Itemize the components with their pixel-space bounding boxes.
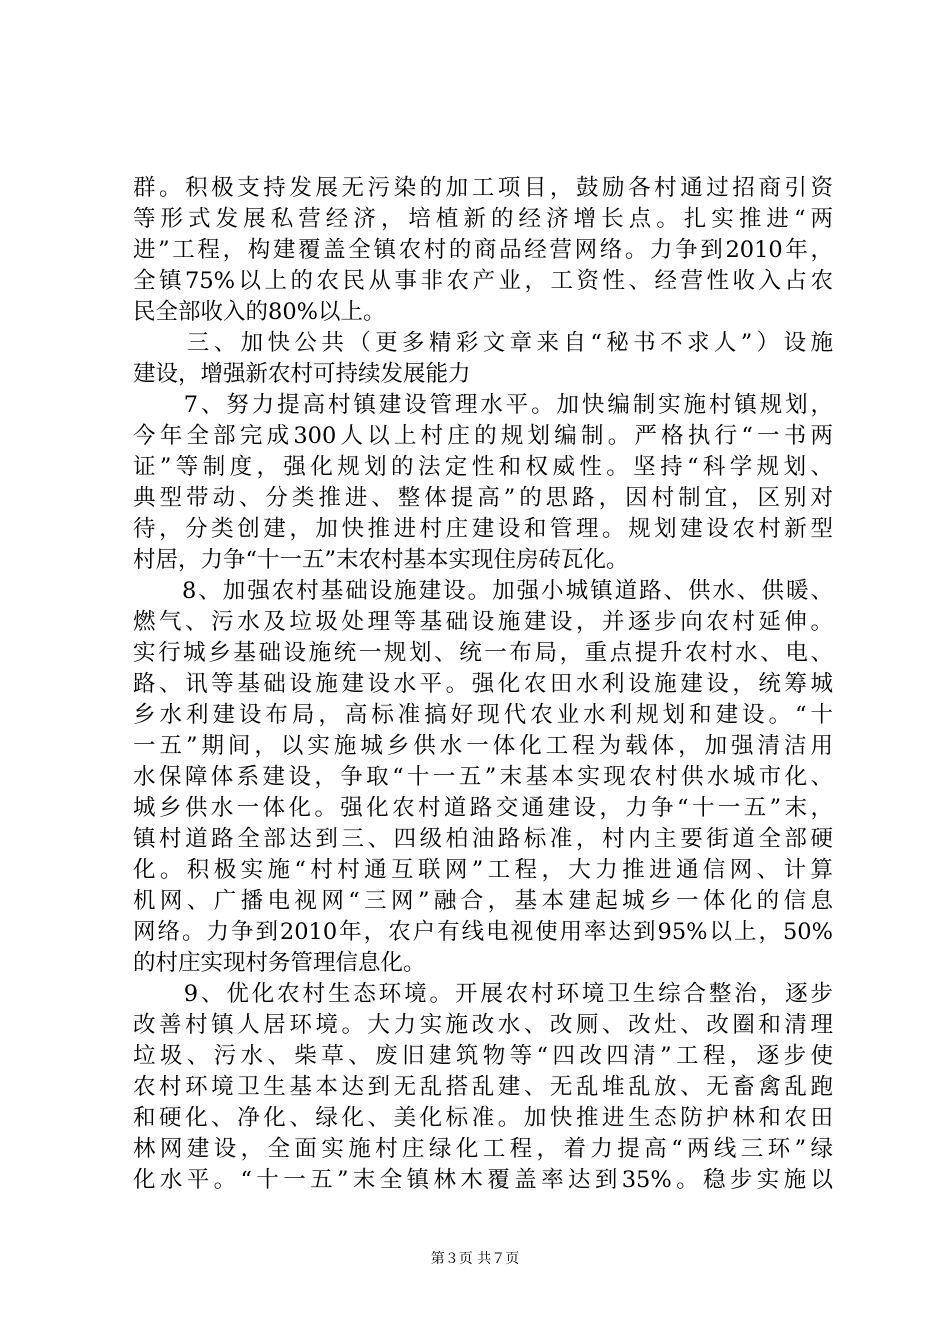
text-line: 水保障体系建设，争取“十一五”末基本实现农村供水城市化、 xyxy=(133,764,833,790)
text-line: 群。积极支持发展无污染的加工项目，鼓励各村通过招商引资 xyxy=(133,175,833,201)
text-line: 今年全部完成300人以上村庄的规划编制。严格执行“一书两 xyxy=(133,423,833,449)
text-line: 和硬化、净化、绿化、美化标准。加快推进生态防护林和农田 xyxy=(133,1105,833,1131)
text-line: 农村环境卫生基本达到无乱搭乱建、无乱堆乱放、无畜禽乱跑 xyxy=(133,1074,833,1100)
text-line: 的村庄实现村务管理信息化。 xyxy=(133,950,426,976)
text-line: 民全部收入的80%以上。 xyxy=(133,299,386,325)
text-line: 一五”期间，以实施城乡供水一体化工程为载体，加强清洁用 xyxy=(133,733,833,759)
text-line: 9、优化农村生态环境。开展农村环境卫生综合整治，逐步 xyxy=(133,981,833,1007)
text-line: 燃气、污水及垃圾处理等基础设施建设，并逐步向农村延伸。 xyxy=(133,609,833,635)
text-line: 建设，增强新农村可持续发展能力 xyxy=(133,361,471,387)
text-line: 典型带动、分类推进、整体提高”的思路，因村制宜，区别对 xyxy=(133,485,833,511)
text-line: 等形式发展私营经济，培植新的经济增长点。扎实推进“两 xyxy=(133,206,833,232)
text-line: 改善村镇人居环境。大力实施改水、改厕、改灶、改圈和清理 xyxy=(133,1012,833,1038)
text-line: 镇村道路全部达到三、四级柏油路标准，村内主要街道全部硬 xyxy=(133,826,833,852)
text-line: 实行城乡基础设施统一规划、统一布局，重点提升农村水、电、 xyxy=(133,640,833,666)
body-text xyxy=(133,173,833,1196)
text-line: 村居，力争“十一五”末农村基本实现住房砖瓦化。 xyxy=(133,547,629,573)
text-line: 路、讯等基础设施建设水平。强化农田水利设施建设，统筹城 xyxy=(133,671,833,697)
text-line: 三、加快公共（更多精彩文章来自“秘书不求人”）设施 xyxy=(133,330,833,356)
text-line: 进”工程，构建覆盖全镇农村的商品经营网络。力争到2010年， xyxy=(133,237,833,263)
text-line: 垃圾、污水、柴草、废旧建筑物等“四改四清”工程，逐步使 xyxy=(133,1043,833,1069)
text-line: 化。积极实施“村村通互联网”工程，大力推进通信网、计算 xyxy=(133,857,833,883)
text-line: 证”等制度，强化规划的法定性和权威性。坚持“科学规划、 xyxy=(133,454,833,480)
page-footer: 第３页 共７页 xyxy=(430,1251,520,1267)
text-line: 化水平。“十一五”末全镇林木覆盖率达到35%。稳步实施以 xyxy=(133,1167,833,1193)
text-line: 机网、广播电视网“三网”融合，基本建起城乡一体化的信息 xyxy=(133,888,833,914)
text-line: 城乡供水一体化。强化农村道路交通建设，力争“十一五”末， xyxy=(133,795,833,821)
text-line: 8、加强农村基础设施建设。加强小城镇道路、供水、供暖、 xyxy=(133,578,833,604)
text-line: 待，分类创建，加快推进村庄建设和管理。规划建设农村新型 xyxy=(133,516,833,542)
text-line: 林网建设，全面实施村庄绿化工程，着力提高“两线三环”绿 xyxy=(133,1136,833,1162)
text-line: 全镇75%以上的农民从事非农产业，工资性、经营性收入占农 xyxy=(133,268,833,294)
text-line: 7、努力提高村镇建设管理水平。加快编制实施村镇规划， xyxy=(133,392,833,418)
text-line: 网络。力争到2010年，农户有线电视使用率达到95%以上，50% xyxy=(133,919,833,945)
text-line: 乡水利建设布局，高标准搞好现代农业水利规划和建设。“十 xyxy=(133,702,833,728)
